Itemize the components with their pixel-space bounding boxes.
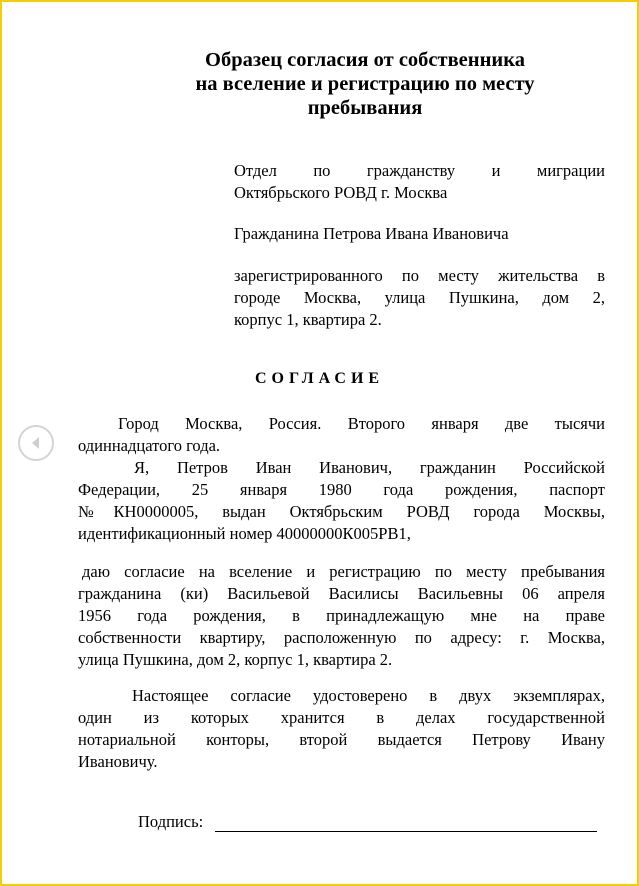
place-date-line-1: Город Москва, Россия. Второго января две тысячи bbox=[118, 414, 605, 433]
office-line-1: Отдел по гражданству и миграции bbox=[234, 161, 605, 180]
notary-line-1: Настоящее согласие удостоверено в двух экземплярах, bbox=[132, 686, 605, 705]
chevron-left-icon bbox=[29, 436, 43, 450]
owner-paragraph bbox=[78, 457, 605, 545]
consent-paragraph bbox=[78, 561, 605, 671]
document-title bbox=[130, 48, 600, 120]
consent-line-5: улица Пушкина, дом 2, корпус 1, квартира 2. bbox=[78, 650, 393, 669]
addressee-residence bbox=[234, 265, 605, 331]
residence-line-3: корпус 1, квартира 2. bbox=[234, 310, 382, 329]
notary-line-2: один из которых хранится в делах государственной bbox=[78, 708, 605, 727]
consent-line-3: 1956 года рождения, в принадлежащую мне на праве bbox=[78, 606, 605, 625]
signature-row bbox=[138, 812, 608, 832]
notary-paragraph bbox=[78, 685, 605, 773]
title-line-2: на вселение и регистрацию по месту bbox=[195, 73, 535, 95]
residence-line-1: зарегистрированного по месту жительства в bbox=[234, 266, 605, 285]
notary-line-3: нотариальной конторы, второй выдается Петрову Ивану bbox=[78, 730, 605, 749]
signature-label: Подпись: bbox=[138, 812, 204, 831]
notary-line-4: Ивановичу. bbox=[78, 752, 158, 771]
owner-line-1: Я, Петров Иван Иванович, гражданин Российской bbox=[134, 458, 605, 477]
citizen-name: Гражданина Петрова Ивана Ивановича bbox=[234, 224, 509, 243]
title-line-3: пребывания bbox=[307, 97, 423, 119]
signature-line bbox=[215, 813, 597, 832]
prev-page-button[interactable] bbox=[18, 425, 54, 461]
place-date-paragraph bbox=[78, 413, 605, 457]
owner-line-4: идентификационный номер 40000000К005РВ1, bbox=[78, 524, 411, 543]
title-line-1: Образец согласия от собственника bbox=[205, 49, 525, 71]
consent-heading: СОГЛАСИЕ bbox=[254, 370, 385, 387]
addressee-citizen bbox=[234, 223, 605, 245]
consent-line-1: даю согласие на вселение и регистрацию по месту пребывания bbox=[82, 562, 605, 581]
addressee-office bbox=[234, 160, 605, 204]
consent-line-4: собственности квартиру, расположенную по адресу: г. Москва, bbox=[78, 628, 605, 647]
owner-line-2: Федерации, 25 января 1980 года рождения, паспорт bbox=[78, 480, 605, 499]
consent-line-2: гражданина (ки) Васильевой Василисы Васильевны 06 апреля bbox=[78, 584, 605, 603]
office-line-2: Октябрьского РОВД г. Москва bbox=[234, 183, 448, 202]
place-date-line-2: одиннадцатого года. bbox=[78, 436, 221, 455]
residence-line-2: городе Москва, улица Пушкина, дом 2, bbox=[234, 288, 605, 307]
owner-line-3: №КН0000005, выдан Октябрьским РОВД города Москвы, bbox=[78, 502, 605, 521]
